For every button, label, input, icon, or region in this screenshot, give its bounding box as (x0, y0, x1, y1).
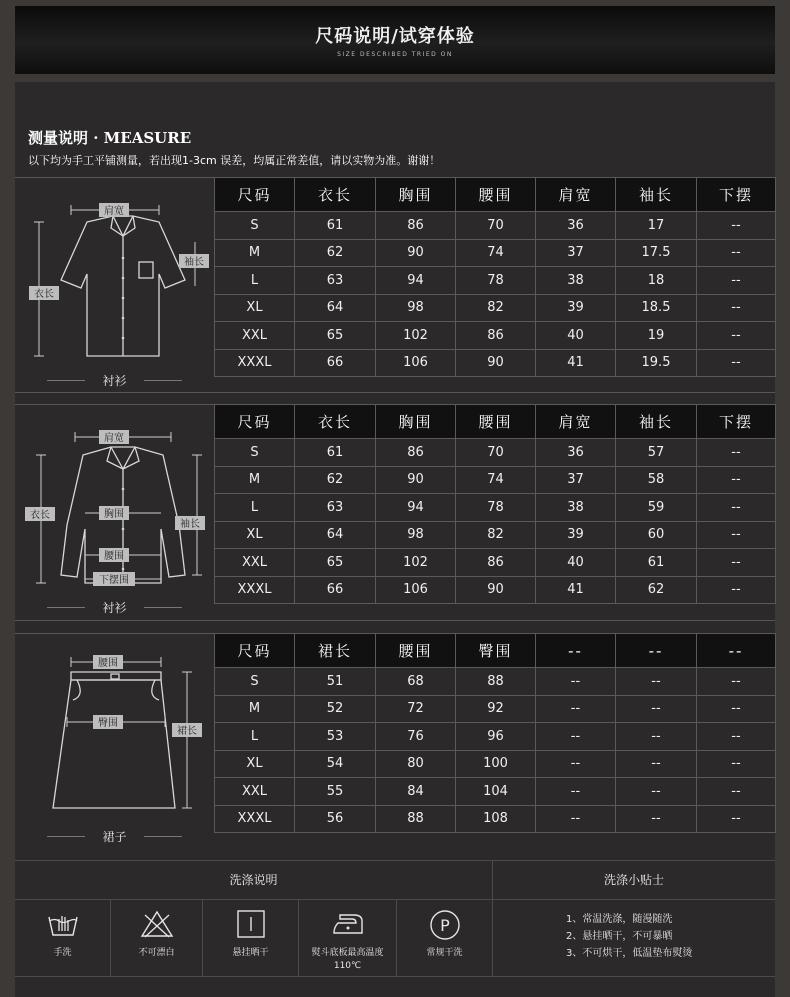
table-cell: -- (616, 668, 697, 696)
table-cell: -- (697, 267, 776, 295)
figure-tag: 衣长 (34, 289, 54, 300)
table-cell: 40 (536, 322, 616, 350)
table-cell: 86 (376, 212, 456, 240)
table-cell: 76 (376, 723, 456, 751)
table-cell: 68 (376, 668, 456, 696)
table-cell: XXL (215, 778, 295, 806)
figure-tag: 下摆围 (99, 575, 129, 586)
table-row (215, 668, 776, 696)
table-cell: 18 (616, 267, 697, 295)
table-cell: -- (697, 212, 776, 240)
table-cell: L (215, 723, 295, 751)
table-cell: -- (697, 778, 776, 806)
measure-note: 以下均为手工平铺测量，若出现1-3cm 误差，均属正常差值，请以实物为准。谢谢！ (28, 154, 441, 167)
table-header-cell: -- (536, 634, 616, 668)
table-cell: 108 (456, 805, 536, 833)
table-header-row (215, 178, 776, 212)
table-cell: -- (536, 778, 616, 806)
table-cell: XXL (215, 549, 295, 577)
header-title: 尺码说明/试穿体验 (315, 26, 475, 47)
table-cell: 86 (456, 549, 536, 577)
figure-tag: 腰围 (98, 658, 118, 669)
wash-item-label: 熨斗底板最高温度110℃ (311, 948, 384, 971)
table-cell: 36 (536, 439, 616, 467)
table-row (215, 750, 776, 778)
long-sleeve-shirt-diagram (15, 405, 214, 619)
table-cell: 63 (295, 494, 376, 522)
table-cell: 98 (376, 521, 456, 549)
section-divider (15, 620, 775, 621)
table-row (215, 466, 776, 494)
table-cell: 55 (295, 778, 376, 806)
table-cell: 88 (376, 805, 456, 833)
table-cell: 82 (456, 521, 536, 549)
table-cell: XXXL (215, 576, 295, 604)
table-cell: -- (697, 723, 776, 751)
table-cell: 57 (616, 439, 697, 467)
wash-item (111, 899, 203, 976)
table-cell: 62 (295, 466, 376, 494)
table-header-row (215, 634, 776, 668)
table-cell: 74 (456, 466, 536, 494)
figure-tag: 腰围 (104, 551, 124, 562)
short-sleeve-shirt-diagram (15, 178, 214, 392)
hand-wash-icon (45, 909, 81, 939)
table-row (215, 778, 776, 806)
table-row (215, 349, 776, 377)
table-header-cell: 衣长 (295, 178, 376, 212)
measure-title: 测量说明 · MEASURE (28, 129, 192, 147)
table-cell: S (215, 668, 295, 696)
table-cell: -- (616, 778, 697, 806)
table-row (215, 294, 776, 322)
table-cell: 19.5 (616, 349, 697, 377)
table-row (215, 695, 776, 723)
table-cell: 80 (376, 750, 456, 778)
table-cell: -- (697, 294, 776, 322)
hang-dry-icon (233, 909, 269, 939)
table-cell: 94 (376, 267, 456, 295)
table-row (215, 439, 776, 467)
wash-tips-title: 洗涤小贴士 (493, 861, 775, 900)
table-cell: 100 (456, 750, 536, 778)
table-header-cell: -- (616, 634, 697, 668)
table-cell: 98 (376, 294, 456, 322)
table-cell: 37 (536, 239, 616, 267)
table-cell: 40 (536, 549, 616, 577)
table-cell: 61 (616, 549, 697, 577)
table-header-cell: 尺码 (215, 178, 295, 212)
table-cell: -- (697, 322, 776, 350)
table-cell: 102 (376, 549, 456, 577)
wash-title: 洗涤说明 (15, 861, 493, 900)
table-cell: XL (215, 521, 295, 549)
figure-tag: 裙长 (177, 726, 197, 737)
table-cell: -- (697, 494, 776, 522)
table-row (215, 212, 776, 240)
dry-clean-icon (427, 909, 463, 941)
table-cell: M (215, 695, 295, 723)
table-cell: 18.5 (616, 294, 697, 322)
skirt-diagram (15, 634, 214, 848)
table-cell: -- (697, 576, 776, 604)
table-cell: -- (697, 805, 776, 833)
table-cell: 106 (376, 349, 456, 377)
table-cell: -- (697, 521, 776, 549)
table-cell: 60 (616, 521, 697, 549)
table-cell: L (215, 494, 295, 522)
table-cell: 102 (376, 322, 456, 350)
table-row (215, 521, 776, 549)
figure-tag: 肩宽 (104, 433, 124, 444)
figure-tag: 胸围 (104, 509, 124, 520)
table-header-cell: 袖长 (616, 405, 697, 439)
table-cell: 64 (295, 521, 376, 549)
figure-tag: 肩宽 (104, 206, 124, 217)
table-cell: -- (536, 750, 616, 778)
table-header-cell: 下摆 (697, 178, 776, 212)
table-cell: -- (697, 695, 776, 723)
table-cell: -- (697, 549, 776, 577)
table-cell: 62 (616, 576, 697, 604)
size-table-shirt-short (214, 177, 776, 377)
table-cell: L (215, 267, 295, 295)
iron-icon (328, 909, 368, 939)
table-cell: XXXL (215, 805, 295, 833)
table-cell: 38 (536, 494, 616, 522)
tip-line: 2、悬挂晒干，不可暴晒 (566, 931, 673, 942)
table-cell: 90 (456, 576, 536, 604)
table-cell: 90 (456, 349, 536, 377)
table-row (215, 494, 776, 522)
table-header-cell: 袖长 (616, 178, 697, 212)
table-cell: 39 (536, 294, 616, 322)
table-row (215, 723, 776, 751)
table-header-cell: 尺码 (215, 634, 295, 668)
wash-item-label: 不可漂白 (138, 948, 175, 958)
table-header-cell: 肩宽 (536, 405, 616, 439)
table-cell: -- (616, 723, 697, 751)
tip-line: 3、不可烘干，低温垫布熨烫 (566, 948, 693, 959)
figure-tag: 衣长 (30, 510, 50, 521)
wash-item (15, 899, 111, 976)
table-cell: 65 (295, 322, 376, 350)
table-cell: XXL (215, 322, 295, 350)
table-cell: S (215, 439, 295, 467)
skirt-figure (15, 634, 214, 848)
table-cell: XL (215, 750, 295, 778)
table-cell: 41 (536, 349, 616, 377)
table-cell: 53 (295, 723, 376, 751)
table-cell: 36 (536, 212, 616, 240)
table-cell: 51 (295, 668, 376, 696)
table-row (215, 576, 776, 604)
table-cell: 17 (616, 212, 697, 240)
table-cell: -- (697, 439, 776, 467)
table-header-cell: 裙长 (295, 634, 376, 668)
table-cell: -- (697, 750, 776, 778)
table-header-cell: 衣长 (295, 405, 376, 439)
table-cell: 61 (295, 212, 376, 240)
table-header-cell: 胸围 (376, 405, 456, 439)
table-cell: 106 (376, 576, 456, 604)
figure-tag: 袖长 (180, 519, 200, 530)
wash-item-label: 悬挂晒干 (232, 948, 269, 958)
svg-text:P: P (439, 916, 450, 935)
table-cell: 63 (295, 267, 376, 295)
table-cell: 96 (456, 723, 536, 751)
table-cell: 90 (376, 239, 456, 267)
shirt-figure (15, 178, 214, 392)
table-cell: M (215, 466, 295, 494)
size-table-skirt (214, 633, 776, 833)
table-cell: 65 (295, 549, 376, 577)
table-cell: M (215, 239, 295, 267)
table-header-cell: 腰围 (456, 405, 536, 439)
table-cell: 17.5 (616, 239, 697, 267)
figure-label: 衬衫 (15, 599, 214, 616)
table-header-cell: 下摆 (697, 405, 776, 439)
table-cell: XXXL (215, 349, 295, 377)
table-header-cell: 胸围 (376, 178, 456, 212)
table-cell: 66 (295, 349, 376, 377)
figure-tag: 袖长 (184, 257, 204, 268)
table-row (215, 549, 776, 577)
jacket-figure (15, 405, 214, 619)
table-cell: 59 (616, 494, 697, 522)
table-cell: -- (697, 466, 776, 494)
table-cell: 84 (376, 778, 456, 806)
table-cell: XL (215, 294, 295, 322)
table-cell: -- (616, 805, 697, 833)
wash-item (203, 899, 299, 976)
table-cell: 78 (456, 494, 536, 522)
table-header-row (215, 405, 776, 439)
table-header-cell: 肩宽 (536, 178, 616, 212)
table-cell: 78 (456, 267, 536, 295)
table-cell: -- (697, 349, 776, 377)
wash-item (397, 899, 493, 976)
figure-label: 衬衫 (15, 372, 214, 389)
table-cell: 66 (295, 576, 376, 604)
wash-item-label: 手洗 (53, 948, 72, 958)
table-cell: -- (616, 695, 697, 723)
table-cell: 58 (616, 466, 697, 494)
figure-label: 裙子 (15, 828, 214, 845)
table-row (215, 805, 776, 833)
table-cell: -- (536, 695, 616, 723)
table-cell: 56 (295, 805, 376, 833)
table-header-cell: 尺码 (215, 405, 295, 439)
table-cell: 52 (295, 695, 376, 723)
table-cell: 39 (536, 521, 616, 549)
table-cell: -- (697, 668, 776, 696)
table-cell: 72 (376, 695, 456, 723)
table-cell: 82 (456, 294, 536, 322)
page-header (15, 6, 775, 74)
table-header-cell: 腰围 (376, 634, 456, 668)
table-cell: -- (536, 668, 616, 696)
table-header-cell: 腰围 (456, 178, 536, 212)
header-subtitle: SIZE DESCRIBED TRIED ON (337, 51, 453, 58)
table-cell: 104 (456, 778, 536, 806)
table-cell: 86 (456, 322, 536, 350)
table-cell: 19 (616, 322, 697, 350)
table-cell: 94 (376, 494, 456, 522)
section-divider (15, 392, 775, 393)
table-header-cell: 臀围 (456, 634, 536, 668)
table-cell: 70 (456, 439, 536, 467)
table-cell: 88 (456, 668, 536, 696)
table-cell: 61 (295, 439, 376, 467)
table-cell: 62 (295, 239, 376, 267)
table-header-cell: -- (697, 634, 776, 668)
table-row (215, 322, 776, 350)
table-cell: -- (616, 750, 697, 778)
table-cell: 86 (376, 439, 456, 467)
table-cell: S (215, 212, 295, 240)
table-cell: 41 (536, 576, 616, 604)
table-cell: 74 (456, 239, 536, 267)
table-cell: -- (536, 805, 616, 833)
table-cell: 38 (536, 267, 616, 295)
table-cell: 70 (456, 212, 536, 240)
size-table-shirt-long (214, 404, 776, 604)
figure-tag: 臀围 (98, 718, 118, 729)
wash-item (299, 899, 397, 976)
wash-tips (566, 911, 692, 962)
tip-line: 1、常温洗涤，随漫随洗 (566, 914, 673, 925)
table-cell: 37 (536, 466, 616, 494)
table-cell: -- (697, 239, 776, 267)
table-cell: 64 (295, 294, 376, 322)
table-cell: 54 (295, 750, 376, 778)
table-row (215, 267, 776, 295)
no-bleach-icon (139, 909, 175, 939)
wash-item-label: 常规干洗 (426, 948, 463, 958)
table-cell: -- (536, 723, 616, 751)
table-cell: 92 (456, 695, 536, 723)
table-row (215, 239, 776, 267)
table-cell: 90 (376, 466, 456, 494)
